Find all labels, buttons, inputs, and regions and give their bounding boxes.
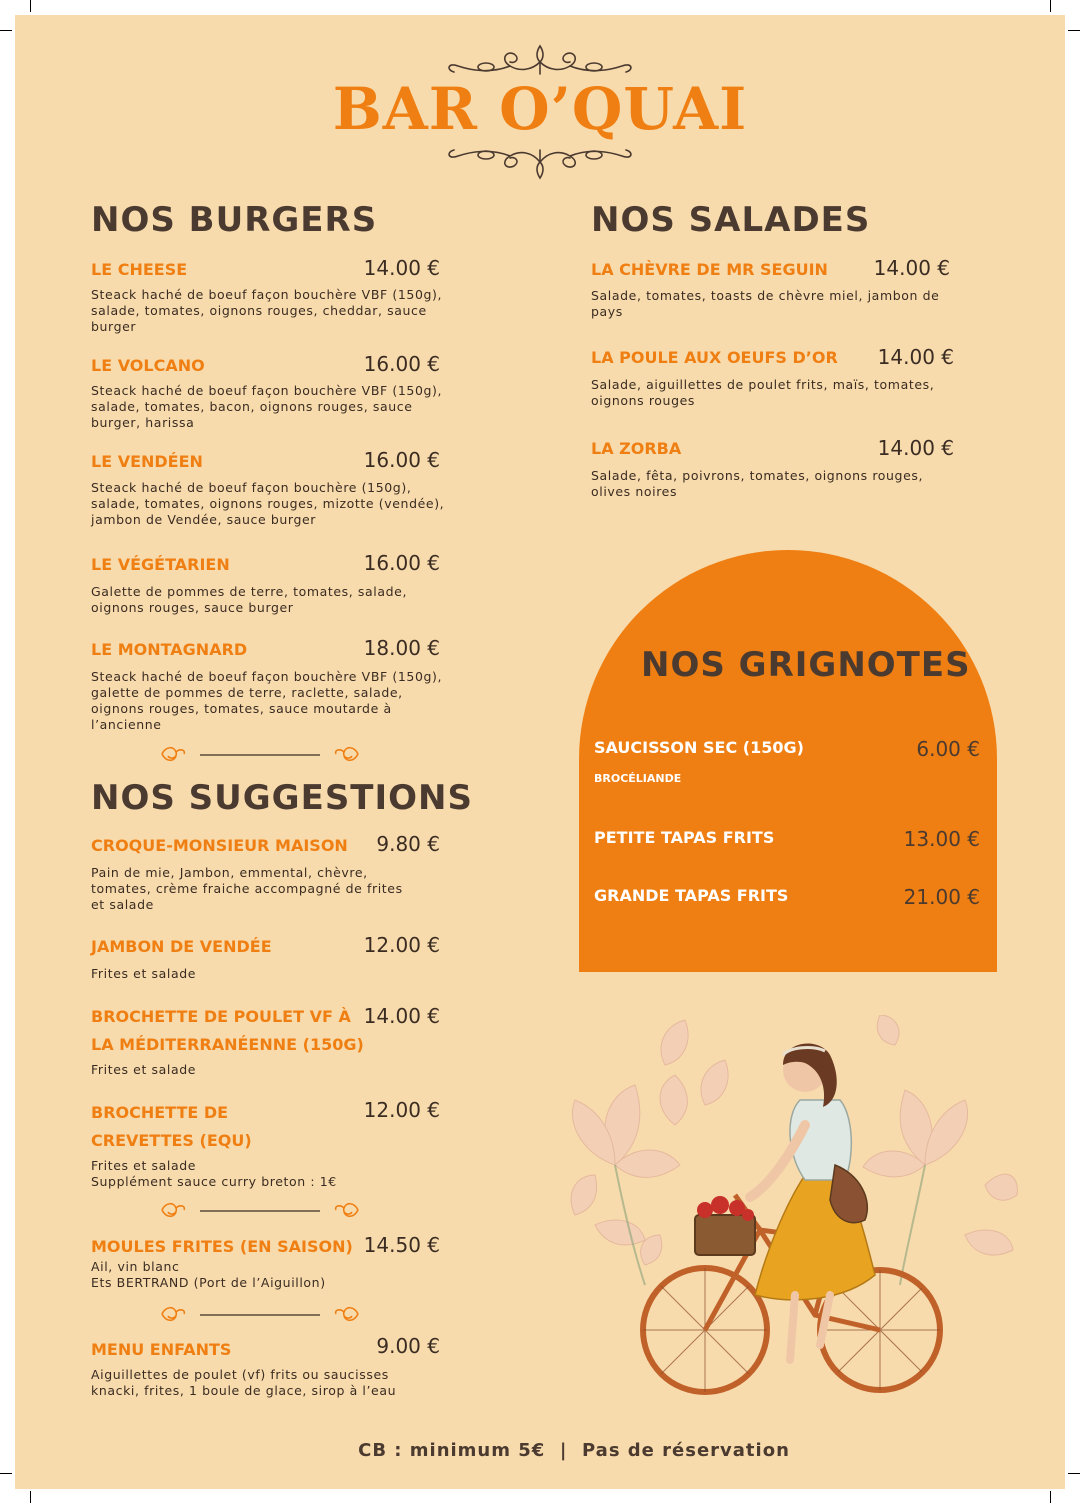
item-price: 14.00 € xyxy=(873,256,950,280)
item-price: 14.50 € xyxy=(363,1233,440,1257)
item-price: 16.00 € xyxy=(363,352,440,376)
item-name: LA ZORBA xyxy=(591,439,682,458)
divider-ornament-icon xyxy=(158,1198,362,1222)
flourish-ornament-icon xyxy=(440,140,640,186)
item-name: PETITE TAPAS FRITS xyxy=(594,828,775,847)
item-name: LE CHEESE xyxy=(91,260,188,279)
item-price: 9.00 € xyxy=(376,1334,440,1358)
item-description: Ail, vin blanc Ets BERTRAND (Port de l’Aiguillon) xyxy=(91,1259,326,1290)
footer-note: CB : minimum 5€ | Pas de réservation xyxy=(358,1440,790,1461)
item-price: 9.80 € xyxy=(376,832,440,856)
item-name: SAUCISSON SEC (150G) xyxy=(594,738,804,757)
item-subtitle: BROCÉLIANDE xyxy=(594,772,682,785)
crop-mark xyxy=(30,0,31,12)
item-name: LE VOLCANO xyxy=(91,356,205,375)
item-price: 14.00 € xyxy=(877,345,954,369)
item-description: Pain de mie, Jambon, emmental, chèvre, tomates, crème fraiche accompagné de frites et salade xyxy=(91,865,403,912)
page-title: BAR O’QUAI xyxy=(332,75,748,143)
crop-mark xyxy=(1068,1473,1080,1474)
item-description: Salade, tomates, toasts de chèvre miel, jambon de pays xyxy=(591,288,940,319)
item-description: Frites et salade xyxy=(91,1062,197,1077)
item-name: LE MONTAGNARD xyxy=(91,640,248,659)
item-price: 6.00 € xyxy=(916,737,980,761)
item-name: MENU ENFANTS xyxy=(91,1340,232,1359)
cyclist-illustration xyxy=(555,1015,1025,1415)
item-price: 13.00 € xyxy=(903,827,980,851)
item-description: Steack haché de boeuf façon bouchère VBF (150g), galette de pommes de terre, raclette, salade, oignons rouges, tomates, sauce moutarde à l’ancienne xyxy=(91,669,443,732)
item-name: BROCHETTE DE CREVETTES (EQU) xyxy=(91,1103,252,1150)
divider-ornament-icon xyxy=(158,1302,362,1326)
crop-mark xyxy=(1068,30,1080,31)
section-title-salades: NOS SALADES xyxy=(591,200,871,240)
crop-mark xyxy=(1050,0,1051,12)
divider-ornament-icon xyxy=(158,742,362,766)
item-description: Aiguillettes de poulet (vf) frits ou saucisses knacki, frites, 1 boule de glace, sirop à l’eau xyxy=(91,1367,397,1398)
item-price: 16.00 € xyxy=(363,448,440,472)
item-price: 14.00 € xyxy=(363,1004,440,1028)
flourish-ornament-icon xyxy=(440,40,640,78)
item-name: LA CHÈVRE DE MR SEGUIN xyxy=(591,260,828,279)
item-description: Steack haché de boeuf façon bouchère (150g), salade, tomates, oignons rouges, mizotte (vendée), jambon de Vendée, sauce burger xyxy=(91,480,445,527)
item-description: Galette de pommes de terre, tomates, salade, oignons rouges, sauce burger xyxy=(91,584,408,615)
crop-mark xyxy=(0,30,12,31)
item-name: GRANDE TAPAS FRITS xyxy=(594,886,789,905)
item-description: Frites et salade Supplément sauce curry breton : 1€ xyxy=(91,1158,337,1189)
section-title-suggestions: NOS SUGGESTIONS xyxy=(91,778,473,818)
item-description: Frites et salade xyxy=(91,966,197,981)
item-name: LE VENDÉEN xyxy=(91,452,203,471)
item-price: 12.00 € xyxy=(363,933,440,957)
item-price: 12.00 € xyxy=(363,1098,440,1122)
item-name: BROCHETTE DE POULET VF À LA MÉDITERRANÉENNE (150G) xyxy=(91,1007,364,1054)
item-name: LE VÉGÉTARIEN xyxy=(91,555,230,574)
item-price: 18.00 € xyxy=(363,636,440,660)
crop-mark xyxy=(0,1473,12,1474)
section-title-burgers: NOS BURGERS xyxy=(91,200,378,240)
item-price: 14.00 € xyxy=(877,436,954,460)
item-description: Salade, fêta, poivrons, tomates, oignons rouges, olives noires xyxy=(591,468,924,499)
item-name: LA POULE AUX OEUFS D’OR xyxy=(591,348,838,367)
item-name: MOULES FRITES (EN SAISON) xyxy=(91,1237,353,1256)
item-price: 21.00 € xyxy=(903,885,980,909)
item-name: CROQUE-MONSIEUR MAISON xyxy=(91,836,348,855)
item-description: Salade, aiguillettes de poulet frits, maïs, tomates, oignons rouges xyxy=(591,377,935,408)
item-price: 14.00 € xyxy=(363,256,440,280)
crop-mark xyxy=(1050,1491,1051,1503)
item-name: JAMBON DE VENDÉE xyxy=(91,937,272,956)
item-price: 16.00 € xyxy=(363,551,440,575)
item-description: Steack haché de boeuf façon bouchère VBF (150g), salade, tomates, oignons rouges, cheddar, sauce burger xyxy=(91,287,443,334)
item-description: Steack haché de boeuf façon bouchère VBF (150g), salade, tomates, bacon, oignons rouges, sauce burger, harissa xyxy=(91,383,443,430)
crop-mark xyxy=(30,1491,31,1503)
section-title-grignotes: NOS GRIGNOTES xyxy=(641,645,971,685)
